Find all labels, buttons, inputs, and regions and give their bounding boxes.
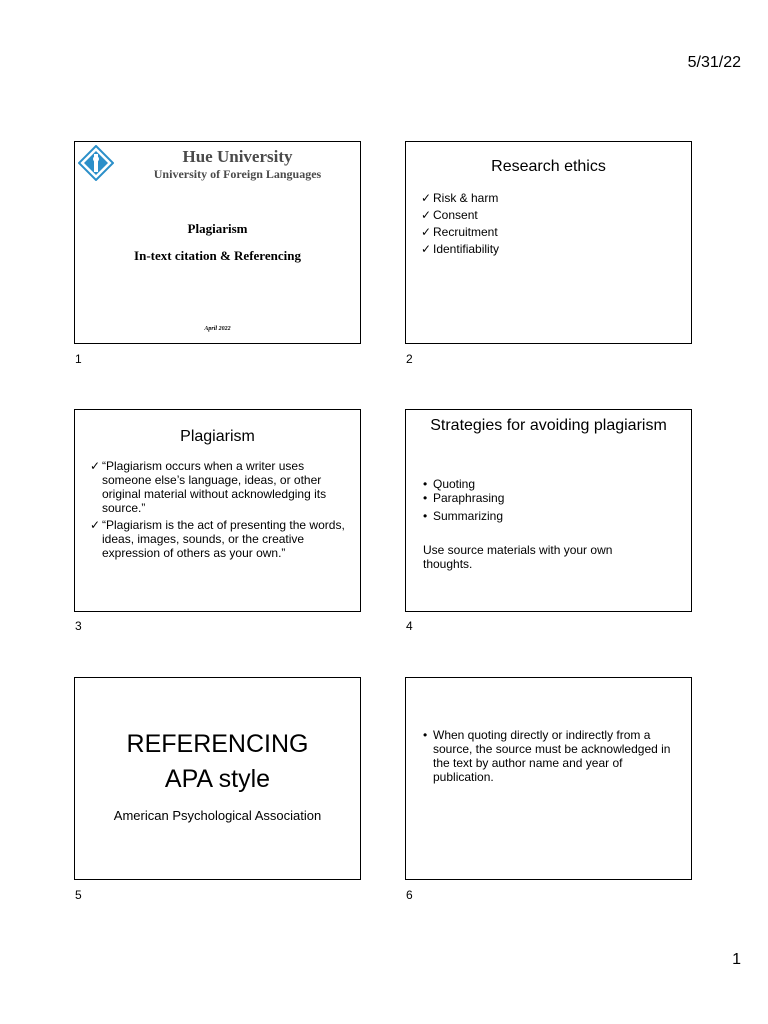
slide-5-subtitle: American Psychological Association xyxy=(113,808,322,823)
university-name: Hue University xyxy=(182,147,293,166)
slide-1-date: April 2022 xyxy=(204,326,231,332)
slide-2-number: 2 xyxy=(406,352,413,366)
slide-3-title: Plagiarism xyxy=(180,428,255,445)
university-heading xyxy=(75,148,360,183)
faculty-name: University of Foreign Languages xyxy=(153,167,322,181)
list-item: • Quoting xyxy=(423,477,476,491)
slide-1-number: 1 xyxy=(75,352,82,366)
bullet-icon: • xyxy=(423,509,428,523)
list-item: • Paraphrasing xyxy=(423,491,505,505)
slide-5 xyxy=(74,677,361,880)
slide-5-title: REFERENCING xyxy=(126,730,309,758)
slide-4-list xyxy=(423,477,683,523)
list-item: • Summarizing xyxy=(423,509,504,523)
slide-3 xyxy=(74,409,361,612)
list-item: ✓ Identifiability xyxy=(421,242,500,256)
bullet-icon: • xyxy=(423,477,428,491)
list-item: ✓ Consent xyxy=(421,208,478,222)
slide-4-title: Strategies for avoiding plagiarism xyxy=(430,417,667,434)
check-icon: ✓ xyxy=(90,459,101,473)
check-icon: ✓ xyxy=(90,518,101,532)
check-icon: ✓ xyxy=(421,242,432,256)
slide-5-title-line2: APA style xyxy=(164,765,271,793)
slide-3-number: 3 xyxy=(75,619,82,633)
list-item: ✓ Risk & harm xyxy=(421,191,499,205)
slide-1 xyxy=(74,141,361,344)
slide-4-note: Use source materials with your own thoughts. xyxy=(423,543,613,571)
check-icon: ✓ xyxy=(421,225,432,239)
list-item: ✓ Recruitment xyxy=(421,225,498,239)
slide-2-title: Research ethics xyxy=(491,158,606,175)
page-number: 1 xyxy=(732,951,741,968)
list-item: • When quoting directly or indirectly from a source, the source must be acknowledged in the text by author name and year of publication. xyxy=(423,728,671,784)
slide-4-number: 4 xyxy=(406,619,413,633)
slide-6 xyxy=(405,677,692,880)
slide-6-list xyxy=(423,728,681,784)
bullet-icon: • xyxy=(423,728,428,742)
slide-1-subtitle: In-text citation & Referencing xyxy=(134,248,301,263)
list-item: ✓ “Plagiarism is the act of presenting the words, ideas, images, sounds, or the creative expression of others as your own.” xyxy=(90,518,345,560)
list-item: ✓ “Plagiarism occurs when a writer uses someone else’s language, ideas, or other original material without acknowledging its source.” xyxy=(90,459,327,515)
slide-4 xyxy=(405,409,692,612)
slide-3-list xyxy=(90,459,352,563)
bullet-icon: • xyxy=(423,491,428,505)
slide-5-number: 5 xyxy=(75,888,82,902)
slide-2 xyxy=(405,141,692,344)
slide-2-list xyxy=(421,191,681,259)
check-icon: ✓ xyxy=(421,191,432,205)
slide-6-number: 6 xyxy=(406,888,413,902)
check-icon: ✓ xyxy=(421,208,432,222)
slide-1-title: Plagiarism xyxy=(187,221,248,236)
header-date: 5/31/22 xyxy=(687,54,741,71)
